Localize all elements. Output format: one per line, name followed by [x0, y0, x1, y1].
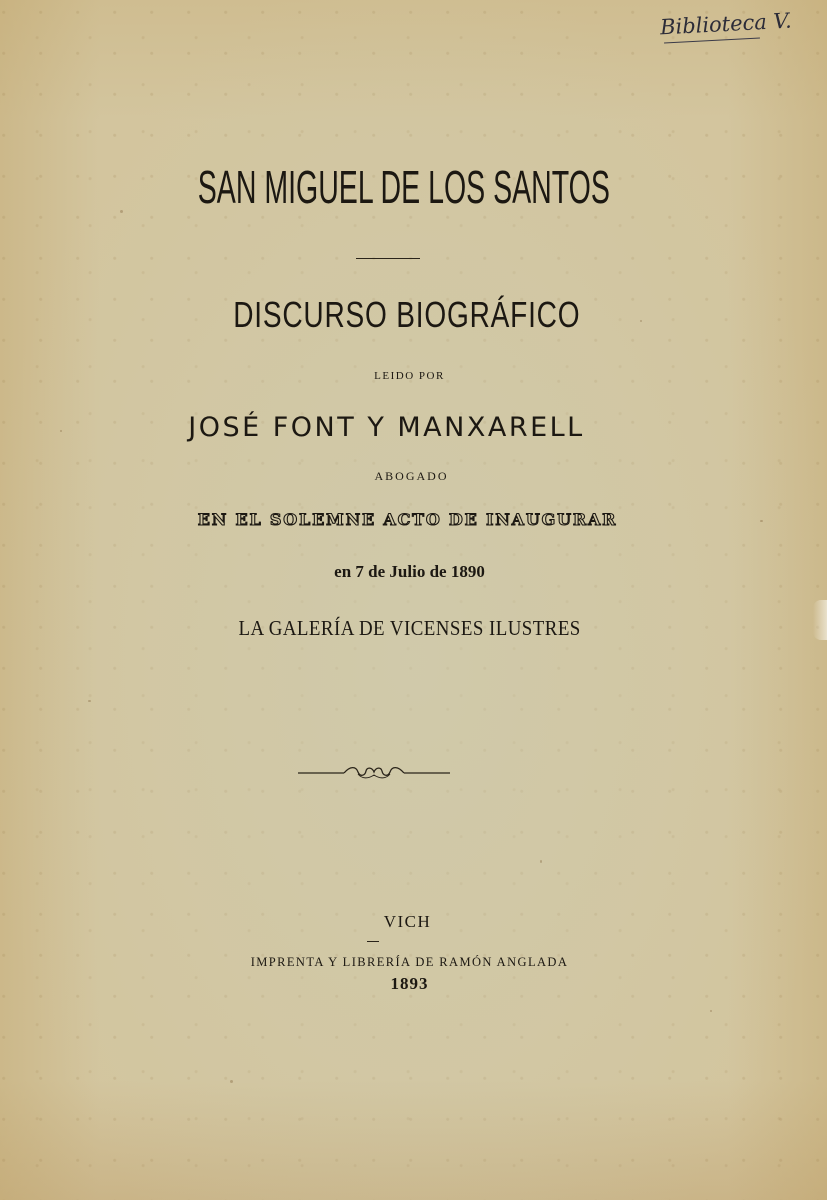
page-edge-tear — [813, 600, 827, 640]
read-by-label: LEIDO POR — [374, 370, 445, 382]
paper-speck — [540, 860, 542, 863]
printer-name: IMPRENTA Y LIBRERÍA DE RAMÓN ANGLADA — [250, 955, 569, 969]
gallery-name: LA GALERÍA DE VICENSES ILUSTRES — [238, 616, 581, 640]
occasion-line: EN EL SOLEMNE ACTO DE INAUGURAR — [197, 510, 618, 529]
publication-year: 1893 — [390, 974, 429, 993]
paper-speck — [230, 1080, 233, 1083]
title-divider — [356, 258, 420, 259]
document-title: SAN MIGUEL DE LOS SANTOS — [197, 161, 610, 213]
paper-speck — [120, 210, 123, 213]
author-name: JOSÉ FONT Y MANXARELL — [188, 412, 585, 443]
publication-city: VICH — [383, 912, 432, 931]
document-subtitle: DISCURSO BIOGRÁFICO — [233, 294, 581, 335]
author-profession: ABOGADO — [374, 469, 449, 483]
event-date: en 7 de Julio de 1890 — [334, 562, 485, 581]
handwritten-note: Biblioteca V. — [659, 8, 793, 40]
ornamental-flourish — [298, 762, 450, 784]
paper-speck — [710, 1010, 712, 1012]
city-divider — [367, 941, 379, 942]
paper-speck — [88, 700, 91, 702]
